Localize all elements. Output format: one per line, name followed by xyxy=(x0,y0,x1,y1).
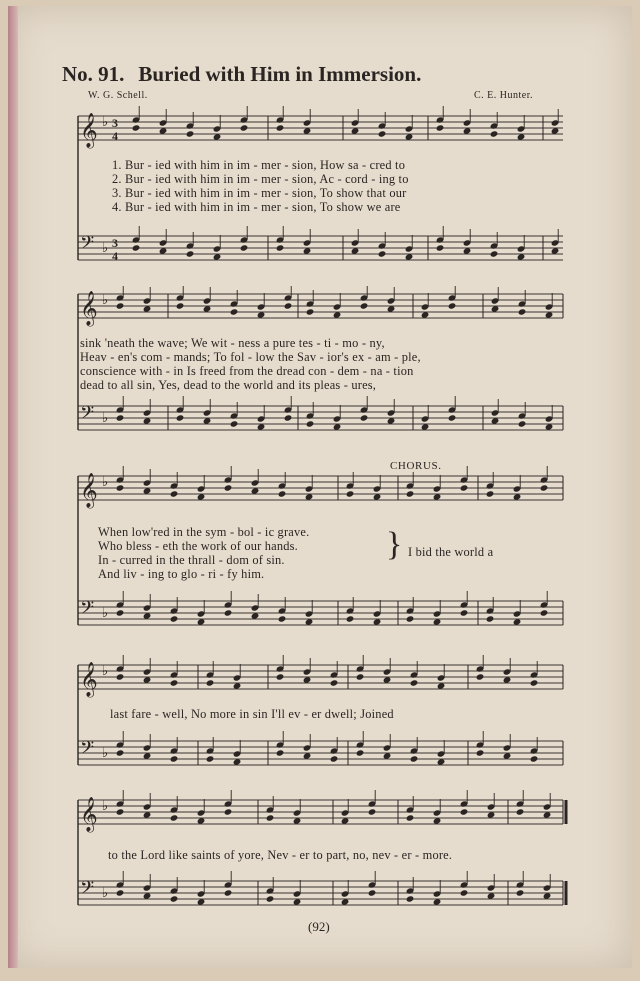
svg-text:𝄞: 𝄞 xyxy=(80,473,98,508)
hymn-page xyxy=(8,6,632,968)
chorus-line-1: I bid the world a xyxy=(408,545,494,559)
svg-text:𝄢: 𝄢 xyxy=(80,598,95,623)
verse-3-line-3: In - curred in the thrall - dom of sin. xyxy=(98,553,285,567)
verse-3-line-2: conscience with - in Is freed from the dread con - dem - na - tion xyxy=(80,364,414,378)
svg-text:♭: ♭ xyxy=(102,115,109,130)
verse-4-line-1: 4. Bur - ied with him in im - mer - sion, To show we are xyxy=(112,200,401,214)
svg-text:♭: ♭ xyxy=(102,746,109,761)
music-system-3 xyxy=(68,460,573,641)
page-number: (92) xyxy=(308,919,330,934)
verse-2-line-3: Who bless - eth the work of our hands. xyxy=(98,539,298,553)
music-system-1 xyxy=(68,106,573,266)
svg-text:♭: ♭ xyxy=(102,293,109,308)
svg-text:𝄢: 𝄢 xyxy=(80,738,95,763)
svg-text:♭: ♭ xyxy=(102,799,109,814)
music-system-5 xyxy=(68,786,573,921)
verse-4-line-3: And liv - ing to glo - ri - fy him. xyxy=(98,567,265,581)
svg-text:3: 3 xyxy=(112,236,118,250)
verse-2-line-2: Heav - en's com - mands; To fol - low the Sav - ior's ex - am - ple, xyxy=(80,350,421,364)
page-edge xyxy=(8,6,18,968)
svg-text:𝄞: 𝄞 xyxy=(80,662,98,697)
svg-text:♭: ♭ xyxy=(102,475,109,490)
svg-text:𝄞: 𝄞 xyxy=(80,291,98,326)
verse-bracket: } xyxy=(386,526,403,563)
hymn-number: No. 91. xyxy=(62,62,125,86)
svg-text:♭: ♭ xyxy=(102,411,109,426)
svg-text:3: 3 xyxy=(112,116,118,130)
chorus-label: CHORUS. xyxy=(390,460,442,472)
author-credit: W. G. Schell. xyxy=(88,90,148,101)
hymn-title: Buried with Him in Immersion. xyxy=(138,62,422,86)
svg-text:𝄞: 𝄞 xyxy=(80,797,98,832)
svg-text:♭: ♭ xyxy=(102,241,109,256)
hymn-header xyxy=(62,62,582,87)
verse-1-line-2: sink 'neath the wave; We wit - ness a pure tes - ti - mo - ny, xyxy=(80,336,385,350)
svg-text:𝄢: 𝄢 xyxy=(80,878,95,903)
verse-2-line-1: 2. Bur - ied with him in im - mer - sion, Ac - cord - ing to xyxy=(112,172,409,186)
svg-text:♭: ♭ xyxy=(102,606,109,621)
svg-text:♭: ♭ xyxy=(102,886,109,901)
svg-text:♭: ♭ xyxy=(102,664,109,679)
svg-text:𝄢: 𝄢 xyxy=(80,233,95,258)
composer-credit: C. E. Hunter. xyxy=(474,90,533,101)
chorus-line-2: last fare - well, No more in sin I'll ev - er dwell; Joined xyxy=(110,707,394,721)
chorus-line-3: to the Lord like saints of yore, Nev - er to part, no, nev - er - more. xyxy=(108,848,453,862)
music-system-2 xyxy=(68,286,573,446)
svg-text:4: 4 xyxy=(112,129,118,143)
verse-4-line-2: dead to all sin, Yes, dead to the world and its pleas - ures, xyxy=(80,378,377,392)
music-system-4 xyxy=(68,651,573,786)
verse-1-line-3: When low'red in the sym - bol - ic grave. xyxy=(98,525,310,539)
svg-text:4: 4 xyxy=(112,249,118,263)
verse-3-line-1: 3. Bur - ied with him in im - mer - sion, To show that our xyxy=(112,186,407,200)
verse-1-line-1: 1. Bur - ied with him in im - mer - sion, How sa - cred to xyxy=(112,158,406,172)
svg-text:𝄞: 𝄞 xyxy=(80,113,98,148)
svg-text:𝄢: 𝄢 xyxy=(80,403,95,428)
